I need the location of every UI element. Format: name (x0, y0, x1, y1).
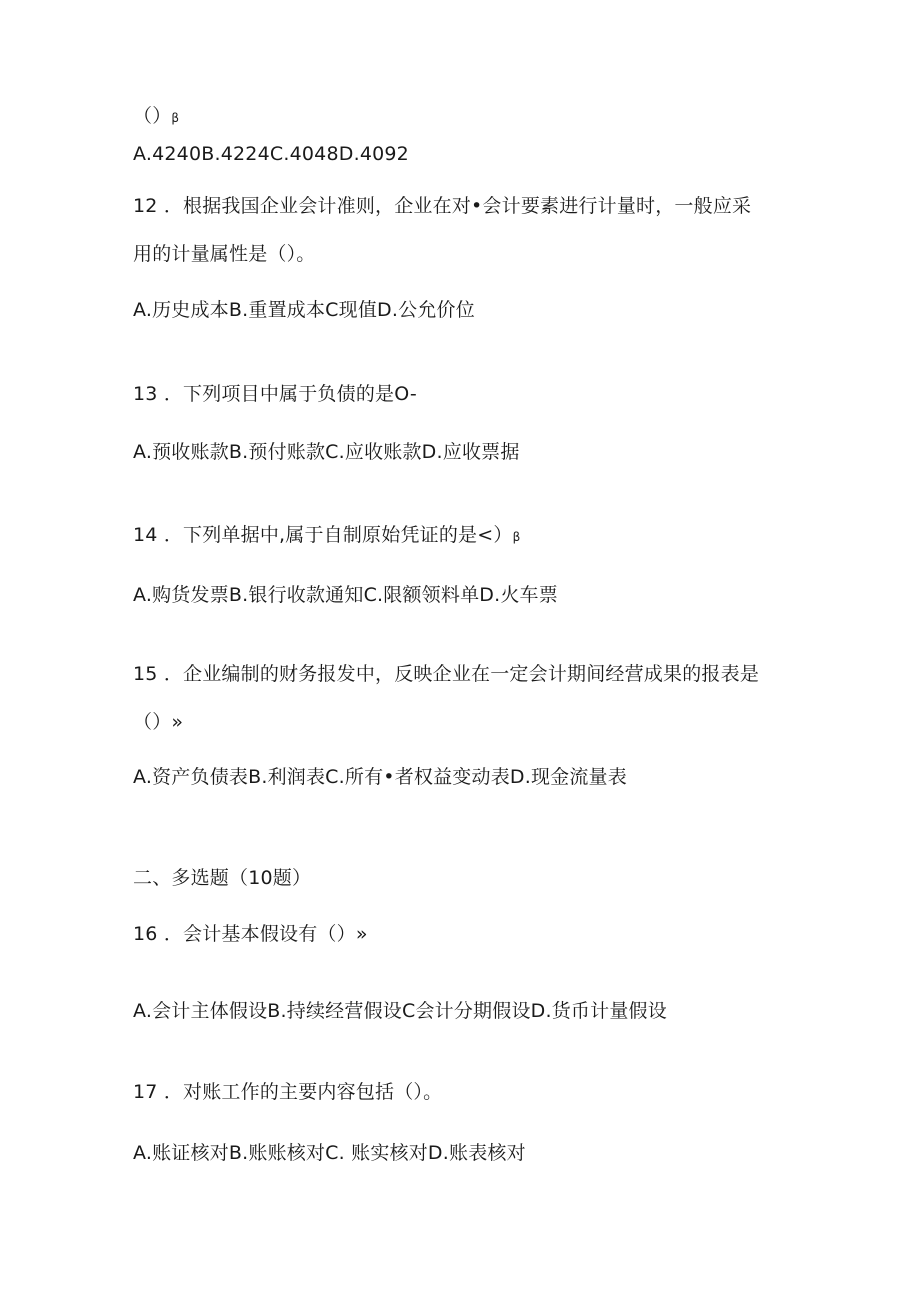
question-13: 13 ．下列项目中属于负债的是O- (133, 383, 417, 405)
answer-options-q13: A.预收账款B.预付账款C.应收账款D.应收票据 (133, 441, 520, 463)
answer-options-q11: A.4240B.4224C.4048D.4092 (133, 143, 409, 165)
question-16: 16 ．会计基本假设有（）» (133, 923, 368, 945)
question-12-line-2: 用的计量属性是（）。 (133, 243, 316, 265)
answer-options-q14: A.购货发票B.银行收款通知C.限额领料单D.火车票 (133, 584, 558, 606)
answer-options-q12: A.历史成本B.重置成本C现值D.公允价位 (133, 299, 475, 321)
section-heading-multiple-choice: 二、多选题（10题） (133, 867, 312, 889)
answer-options-q15: A.资产负债表B.利润表C.所有•者权益变动表D.现金流量表 (133, 766, 627, 788)
answer-options-q17: A.账证核对B.账账核对C. 账实核对D.账表核对 (133, 1142, 526, 1164)
question-15-line-1: 15 ．企业编制的财务报发中，反映企业在一定会计期间经营成果的报表是 (133, 663, 760, 685)
question-14: 14 ．下列单据中,属于自制原始凭证的是<）β (133, 524, 521, 546)
answer-options-q16: A.会计主体假设B.持续经营假设C会计分期假设D.货币计量假设 (133, 1000, 667, 1022)
question-17: 17 ．对账工作的主要内容包括（）。 (133, 1081, 443, 1103)
question-15-line-2: （）» (133, 711, 184, 733)
question-12-line-1: 12 ．根据我国企业会计准则，企业在对•会计要素进行计量时，一般应采 (133, 195, 752, 217)
answer-stem-fragment: （）β (133, 105, 180, 127)
